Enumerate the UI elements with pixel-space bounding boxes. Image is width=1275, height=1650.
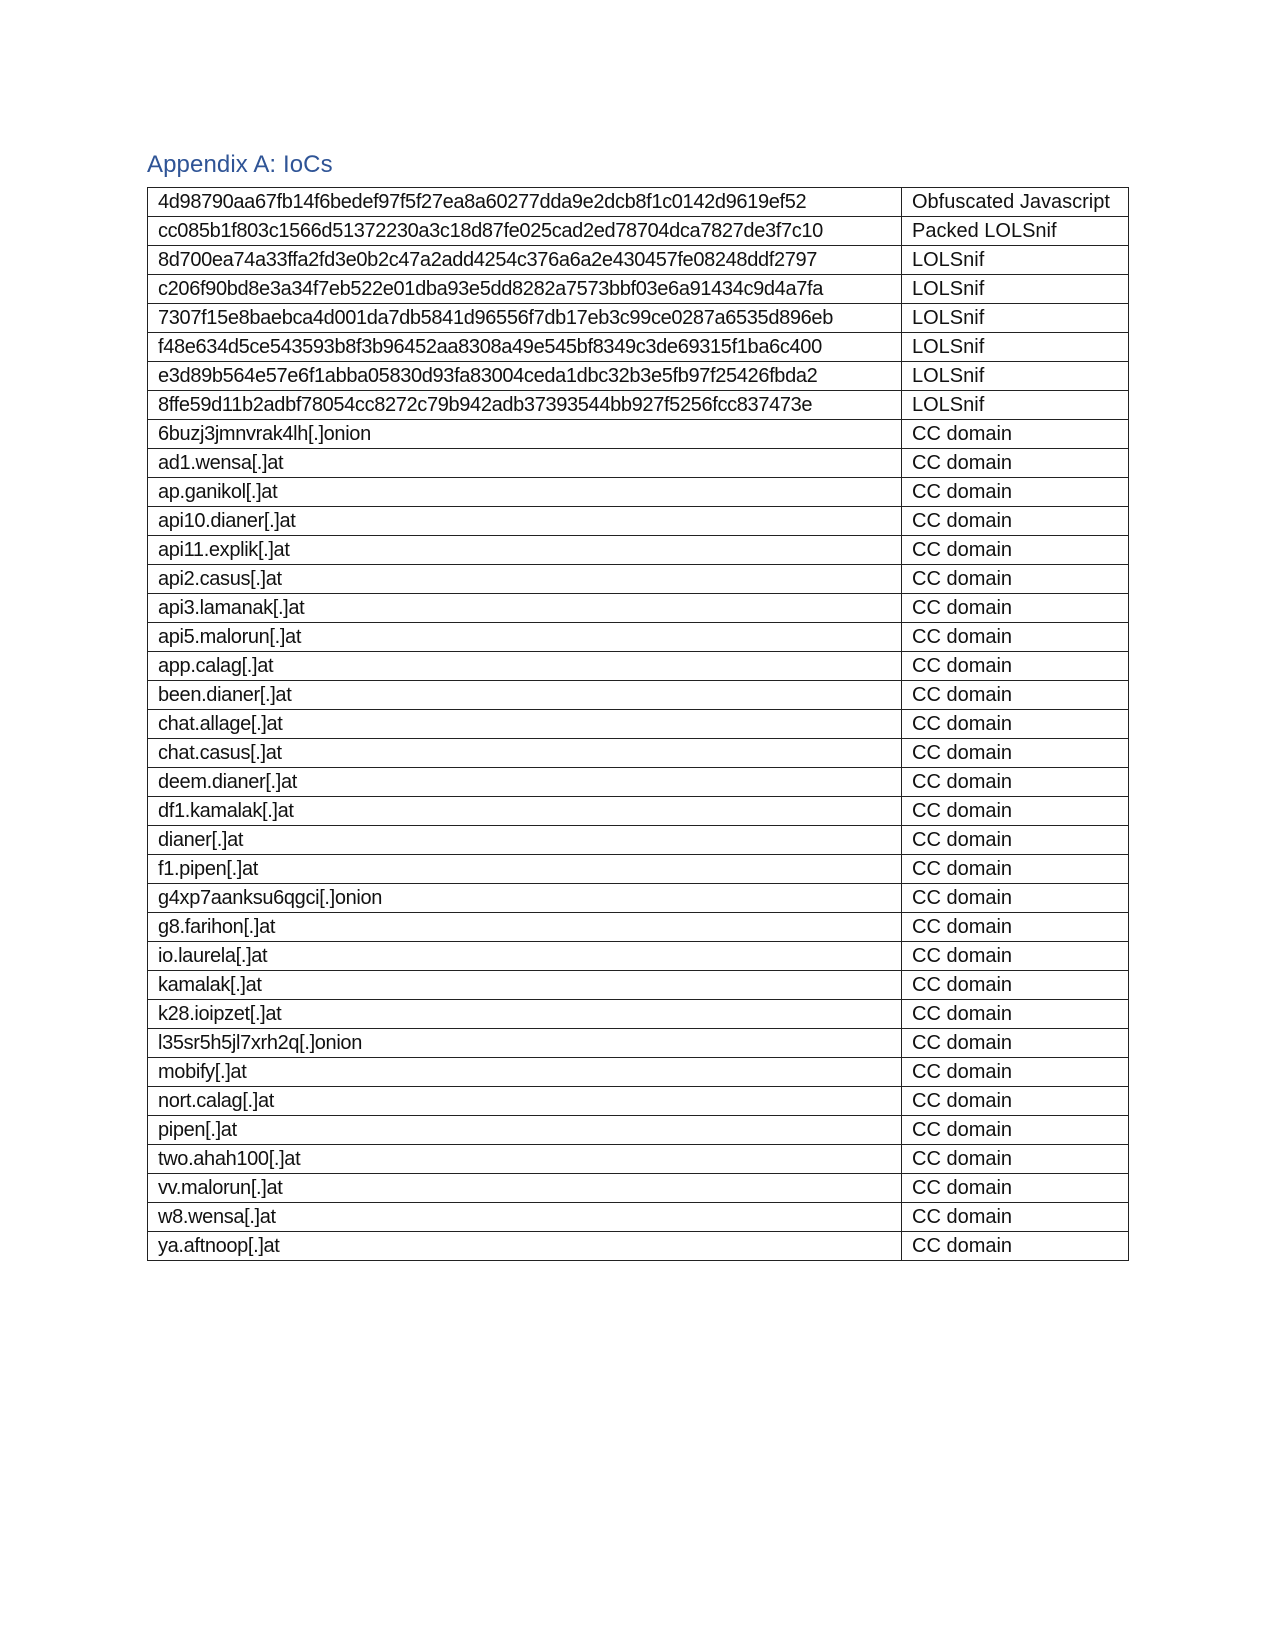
table-row — [148, 1232, 1129, 1261]
type-cell: LOLSnif — [902, 391, 1129, 420]
indicator-cell: io.laurela[.]at — [148, 942, 902, 971]
table-row — [148, 768, 1129, 797]
type-cell: Packed LOLSnif — [902, 217, 1129, 246]
indicator-cell: app.calag[.]at — [148, 652, 902, 681]
type-cell: LOLSnif — [902, 275, 1129, 304]
indicator-cell: 4d98790aa67fb14f6bedef97f5f27ea8a60277dda9e2dcb8f1c0142d9619ef52 — [148, 188, 902, 217]
type-cell: CC domain — [902, 710, 1129, 739]
type-cell: CC domain — [902, 971, 1129, 1000]
table-row — [148, 1116, 1129, 1145]
indicator-cell: been.dianer[.]at — [148, 681, 902, 710]
type-cell: CC domain — [902, 797, 1129, 826]
indicator-cell: kamalak[.]at — [148, 971, 902, 1000]
type-cell: CC domain — [902, 681, 1129, 710]
table-row — [148, 1174, 1129, 1203]
table-row — [148, 594, 1129, 623]
table-row — [148, 507, 1129, 536]
table-row — [148, 1058, 1129, 1087]
type-cell: CC domain — [902, 652, 1129, 681]
type-cell: Obfuscated Javascript — [902, 188, 1129, 217]
indicator-cell: ad1.wensa[.]at — [148, 449, 902, 478]
indicator-cell: two.ahah100[.]at — [148, 1145, 902, 1174]
type-cell: CC domain — [902, 826, 1129, 855]
type-cell: CC domain — [902, 739, 1129, 768]
type-cell: CC domain — [902, 478, 1129, 507]
ioc-table-body — [148, 188, 1129, 1261]
indicator-cell: ap.ganikol[.]at — [148, 478, 902, 507]
indicator-cell: df1.kamalak[.]at — [148, 797, 902, 826]
indicator-cell: chat.allage[.]at — [148, 710, 902, 739]
type-cell: CC domain — [902, 420, 1129, 449]
type-cell: CC domain — [902, 1145, 1129, 1174]
table-row — [148, 652, 1129, 681]
indicator-cell: e3d89b564e57e6f1abba05830d93fa83004ceda1dbc32b3e5fb97f25426fbda2 — [148, 362, 902, 391]
indicator-cell: pipen[.]at — [148, 1116, 902, 1145]
type-cell: CC domain — [902, 855, 1129, 884]
indicator-cell: l35sr5h5jl7xrh2q[.]onion — [148, 1029, 902, 1058]
type-cell: LOLSnif — [902, 246, 1129, 275]
indicator-cell: c206f90bd8e3a34f7eb522e01dba93e5dd8282a7573bbf03e6a91434c9d4a7fa — [148, 275, 902, 304]
table-row — [148, 826, 1129, 855]
table-row — [148, 188, 1129, 217]
indicator-cell: 8d700ea74a33ffa2fd3e0b2c47a2add4254c376a6a2e430457fe08248ddf2797 — [148, 246, 902, 275]
table-row — [148, 246, 1129, 275]
ioc-table — [147, 187, 1129, 1261]
type-cell: LOLSnif — [902, 304, 1129, 333]
table-row — [148, 797, 1129, 826]
table-row — [148, 623, 1129, 652]
type-cell: CC domain — [902, 1174, 1129, 1203]
type-cell: CC domain — [902, 449, 1129, 478]
type-cell: CC domain — [902, 623, 1129, 652]
type-cell: CC domain — [902, 536, 1129, 565]
indicator-cell: api10.dianer[.]at — [148, 507, 902, 536]
indicator-cell: 8ffe59d11b2adbf78054cc8272c79b942adb37393544bb927f5256fcc837473e — [148, 391, 902, 420]
appendix-heading: Appendix A: IoCs — [147, 151, 333, 178]
type-cell: CC domain — [902, 1000, 1129, 1029]
table-row — [148, 942, 1129, 971]
table-row — [148, 362, 1129, 391]
table-row — [148, 565, 1129, 594]
table-row — [148, 420, 1129, 449]
type-cell: CC domain — [902, 1232, 1129, 1261]
indicator-cell: api5.malorun[.]at — [148, 623, 902, 652]
type-cell: CC domain — [902, 884, 1129, 913]
table-row — [148, 739, 1129, 768]
indicator-cell: api3.lamanak[.]at — [148, 594, 902, 623]
indicator-cell: api11.explik[.]at — [148, 536, 902, 565]
indicator-cell: g4xp7aanksu6qgci[.]onion — [148, 884, 902, 913]
indicator-cell: api2.casus[.]at — [148, 565, 902, 594]
type-cell: CC domain — [902, 768, 1129, 797]
indicator-cell: f1.pipen[.]at — [148, 855, 902, 884]
table-row — [148, 855, 1129, 884]
table-row — [148, 1203, 1129, 1232]
indicator-cell: 6buzj3jmnvrak4lh[.]onion — [148, 420, 902, 449]
indicator-cell: w8.wensa[.]at — [148, 1203, 902, 1232]
table-row — [148, 333, 1129, 362]
table-row — [148, 304, 1129, 333]
type-cell: LOLSnif — [902, 362, 1129, 391]
table-row — [148, 1087, 1129, 1116]
type-cell: CC domain — [902, 594, 1129, 623]
type-cell: CC domain — [902, 1058, 1129, 1087]
indicator-cell: vv.malorun[.]at — [148, 1174, 902, 1203]
table-row — [148, 478, 1129, 507]
type-cell: CC domain — [902, 913, 1129, 942]
table-row — [148, 536, 1129, 565]
table-row — [148, 681, 1129, 710]
table-row — [148, 884, 1129, 913]
table-row — [148, 217, 1129, 246]
indicator-cell: chat.casus[.]at — [148, 739, 902, 768]
indicator-cell: f48e634d5ce543593b8f3b96452aa8308a49e545bf8349c3de69315f1ba6c400 — [148, 333, 902, 362]
indicator-cell: 7307f15e8baebca4d001da7db5841d96556f7db17eb3c99ce0287a6535d896eb — [148, 304, 902, 333]
indicator-cell: k28.ioipzet[.]at — [148, 1000, 902, 1029]
type-cell: CC domain — [902, 1203, 1129, 1232]
type-cell: CC domain — [902, 942, 1129, 971]
table-row — [148, 971, 1129, 1000]
indicator-cell: cc085b1f803c1566d51372230a3c18d87fe025cad2ed78704dca7827de3f7c10 — [148, 217, 902, 246]
table-row — [148, 1000, 1129, 1029]
type-cell: CC domain — [902, 1116, 1129, 1145]
type-cell: CC domain — [902, 507, 1129, 536]
type-cell: CC domain — [902, 565, 1129, 594]
table-row — [148, 1029, 1129, 1058]
table-row — [148, 913, 1129, 942]
indicator-cell: mobify[.]at — [148, 1058, 902, 1087]
table-row — [148, 710, 1129, 739]
type-cell: LOLSnif — [902, 333, 1129, 362]
indicator-cell: ya.aftnoop[.]at — [148, 1232, 902, 1261]
indicator-cell: deem.dianer[.]at — [148, 768, 902, 797]
table-row — [148, 449, 1129, 478]
table-row — [148, 1145, 1129, 1174]
type-cell: CC domain — [902, 1087, 1129, 1116]
type-cell: CC domain — [902, 1029, 1129, 1058]
indicator-cell: g8.farihon[.]at — [148, 913, 902, 942]
indicator-cell: dianer[.]at — [148, 826, 902, 855]
indicator-cell: nort.calag[.]at — [148, 1087, 902, 1116]
table-row — [148, 275, 1129, 304]
table-row — [148, 391, 1129, 420]
